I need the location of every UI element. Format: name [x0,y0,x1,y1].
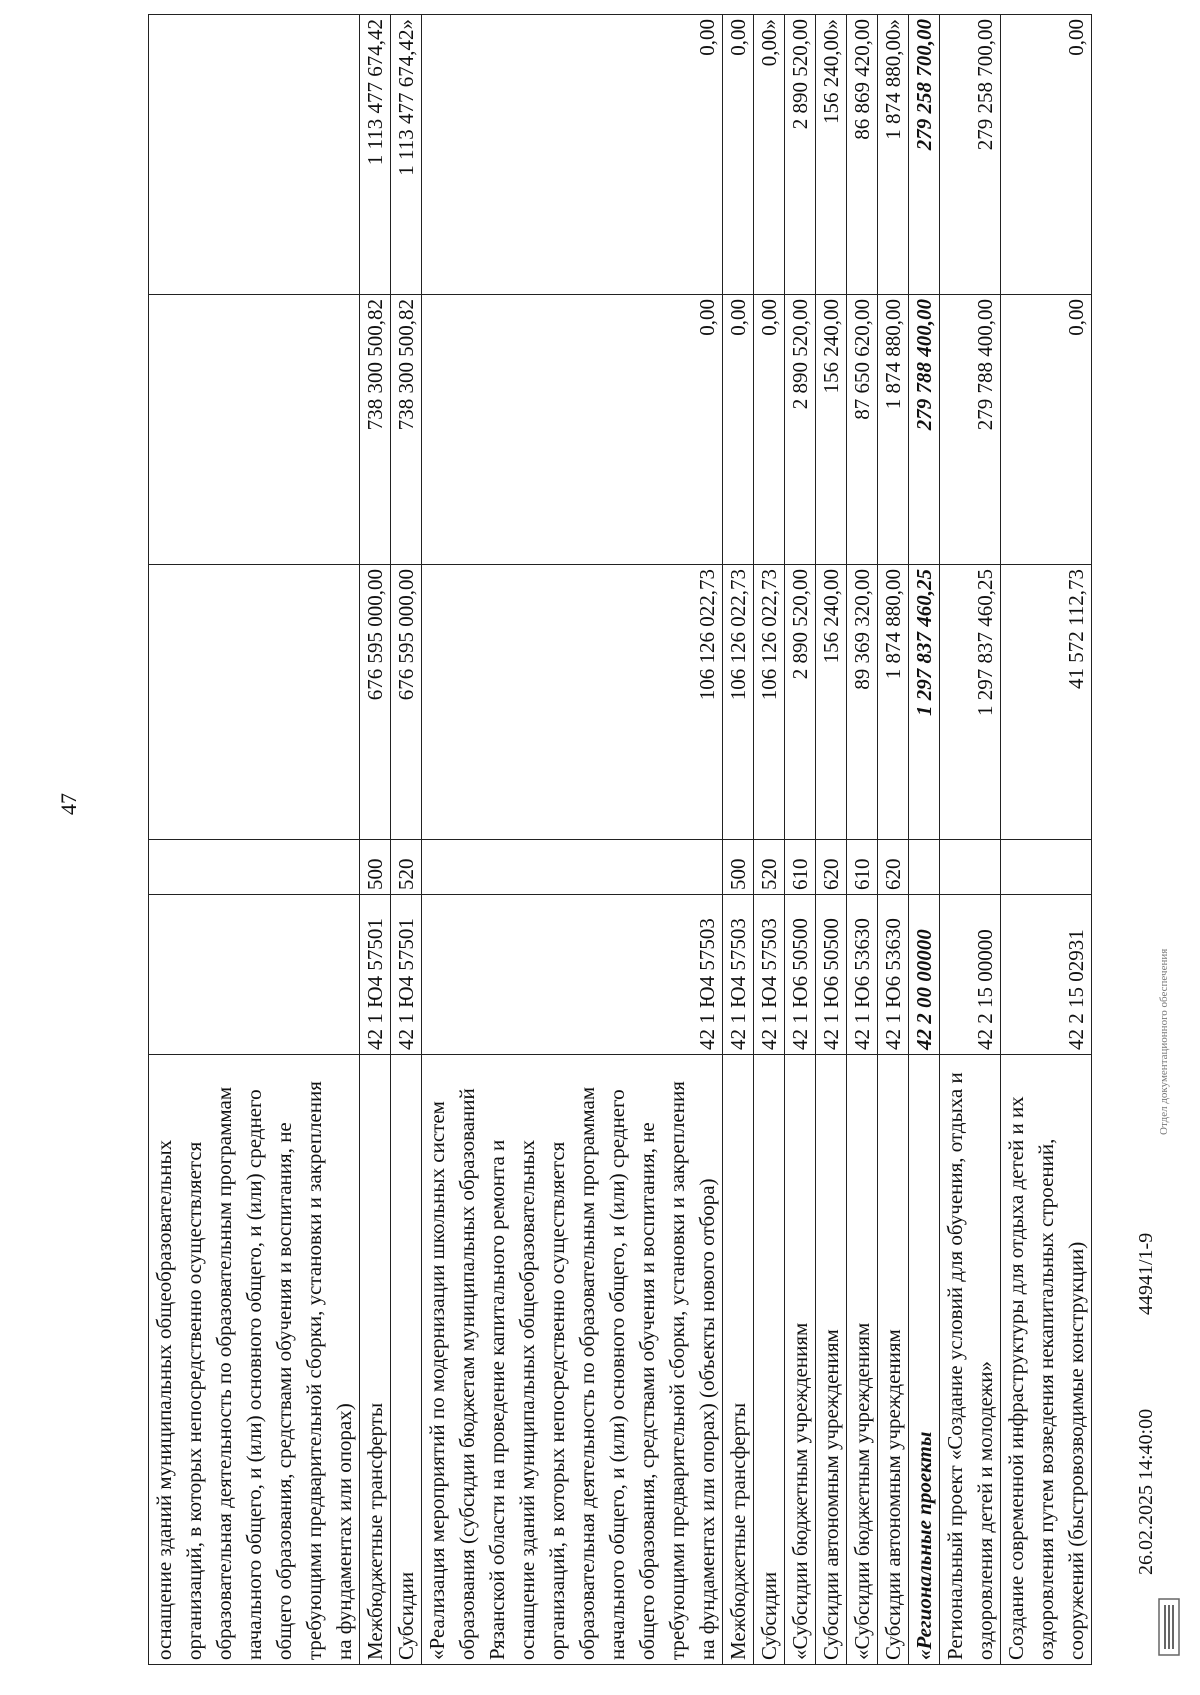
table-row [785,15,816,1665]
table-row [754,15,785,1665]
row-code-cell: 42 1 Ю4 57503 [422,895,723,1055]
table-row [940,15,1001,1665]
table-row [391,15,422,1665]
table-row [360,15,391,1665]
row-code-cell: 42 1 Ю4 57503 [754,895,785,1055]
row-value-2025-cell: 1 874 880,00 [878,565,909,840]
table-row [909,15,940,1665]
row-code-cell: 42 1 Ю4 57501 [360,895,391,1055]
row-code-cell: 42 1 Ю4 57501 [391,895,422,1055]
row-value-2026-cell: 0,00 [1001,295,1092,565]
row-type-cell: 620 [816,840,847,895]
row-value-2027-cell: 0,00 [422,15,723,295]
row-value-2025-cell: 106 126 022,73 [754,565,785,840]
page-number: 47 [56,793,81,815]
table-row [847,15,878,1665]
row-value-2026-cell: 738 300 500,82 [360,295,391,565]
row-type-cell: 620 [878,840,909,895]
row-value-2027-cell: 279 258 700,00 [940,15,1001,295]
table-row [1001,15,1092,1665]
row-name-cell: «Региональные проекты [909,1055,940,1665]
row-code-cell: 42 2 15 02931 [1001,895,1092,1055]
row-value-2027-cell: 1 874 880,00» [878,15,909,295]
row-value-2026-cell: 87 650 620,00 [847,295,878,565]
row-type-cell: 520 [754,840,785,895]
row-type-cell [909,840,940,895]
row-name-cell: Субсидии [754,1055,785,1665]
row-value-2025-cell: 1 297 837 460,25 [940,565,1001,840]
footer-doc-id: 44941/1-9 [1135,1232,1157,1315]
row-value-2027-cell: 279 258 700,00 [909,15,940,295]
row-code-cell: 42 1 Ю6 50500 [816,895,847,1055]
row-code-cell: 42 1 Ю4 57503 [723,895,754,1055]
row-code-cell: 42 2 00 00000 [909,895,940,1055]
row-name-cell: оснащение зданий муниципальных общеобразовательных организаций, в которых непосредственно осуществляется образовательная деятельность по образовательным программам начального общего, и (или) основного общего, и (или) среднего общего образования, средствами обучения и воспитания, не требующими предварительной сборки, установки и закрепления на фундаментах или опорах) [149,1055,360,1665]
row-value-2025-cell: 89 369 320,00 [847,565,878,840]
row-code-cell [149,895,360,1055]
row-name-cell: Межбюджетные трансферты [360,1055,391,1665]
row-type-cell [149,840,360,895]
row-name-cell: Региональный проект «Создание условий для обучения, отдыха и оздоровления детей и молодежи» [940,1055,1001,1665]
table-row [149,15,360,1665]
row-name-cell: Субсидии автономным учреждениям [816,1055,847,1665]
row-value-2027-cell: 1 113 477 674,42» [391,15,422,295]
row-code-cell: 42 1 Ю6 50500 [785,895,816,1055]
row-type-cell [422,840,723,895]
row-value-2027-cell: 86 869 420,00 [847,15,878,295]
row-type-cell: 610 [847,840,878,895]
row-code-cell: 42 1 Ю6 53630 [878,895,909,1055]
row-value-2026-cell: 156 240,00 [816,295,847,565]
row-value-2026-cell: 738 300 500,82 [391,295,422,565]
row-type-cell: 610 [785,840,816,895]
row-value-2027-cell: 0,00 [1001,15,1092,295]
row-value-2026-cell: 0,00 [422,295,723,565]
footer-timestamp: 26.02.2025 14:40:00 [1135,1408,1157,1575]
table-row [422,15,723,1665]
row-value-2026-cell: 279 788 400,00 [940,295,1001,565]
row-value-2026-cell: 1 874 880,00 [878,295,909,565]
row-value-2027-cell: 156 240,00» [816,15,847,295]
row-value-2025-cell: 156 240,00 [816,565,847,840]
row-value-2026-cell: 0,00 [754,295,785,565]
row-value-2026-cell: 0,00 [723,295,754,565]
row-value-2025-cell: 106 126 022,73 [422,565,723,840]
row-type-cell: 500 [723,840,754,895]
row-type-cell [940,840,1001,895]
table-row [816,15,847,1665]
table-row [878,15,909,1665]
row-name-cell: «Субсидии бюджетным учреждениям [785,1055,816,1665]
row-type-cell: 520 [391,840,422,895]
row-value-2025-cell: 41 572 112,73 [1001,565,1092,840]
row-code-cell: 42 2 15 00000 [940,895,1001,1055]
row-value-2027-cell: 2 890 520,00 [785,15,816,295]
registration-stamp: Отдел документационного обеспечения [1158,948,1170,1135]
row-value-2025-cell: 1 297 837 460,25 [909,565,940,840]
row-name-cell: Межбюджетные трансферты [723,1055,754,1665]
row-value-2026-cell: 2 890 520,00 [785,295,816,565]
row-value-2025-cell: 106 126 022,73 [723,565,754,840]
row-name-cell: «Субсидии бюджетным учреждениям [847,1055,878,1665]
row-name-cell: Создание современной инфраструктуры для отдыха детей и их оздоровления путем возведения некапитальных строений, сооружений (быстровозводимые конструкции) [1001,1055,1092,1665]
table-row [723,15,754,1665]
row-value-2025-cell: 676 595 000,00 [360,565,391,840]
row-value-2026-cell: 279 788 400,00 [909,295,940,565]
row-value-2027-cell: 1 113 477 674,42 [360,15,391,295]
row-name-cell: «Реализация мероприятий по модернизации школьных систем образования (субсидии бюджетам муниципальных образований Рязанской области на проведение капитального ремонта и оснащение зданий муниципальных общеобразовательных организаций, в которых непосредственно осуществляется образовательная деятельность по образовательным программам начального общего, и (или) основного общего, и (или) среднего общего образования, средствами обучения и воспитания, не требующими предварительной сборки, установки и закрепления на фундаментах или опорах) (объекты нового отбора) [422,1055,723,1665]
row-value-2025-cell [149,565,360,840]
row-type-cell [1001,840,1092,895]
logo-icon [1155,1597,1183,1657]
budget-table [148,14,1092,1665]
row-value-2027-cell: 0,00» [754,15,785,295]
row-value-2025-cell: 676 595 000,00 [391,565,422,840]
row-value-2026-cell [149,295,360,565]
row-value-2027-cell [149,15,360,295]
row-type-cell: 500 [360,840,391,895]
row-value-2027-cell: 0,00 [723,15,754,295]
row-name-cell: Субсидии [391,1055,422,1665]
row-name-cell: Субсидии автономным учреждениям [878,1055,909,1665]
row-value-2025-cell: 2 890 520,00 [785,565,816,840]
row-code-cell: 42 1 Ю6 53630 [847,895,878,1055]
